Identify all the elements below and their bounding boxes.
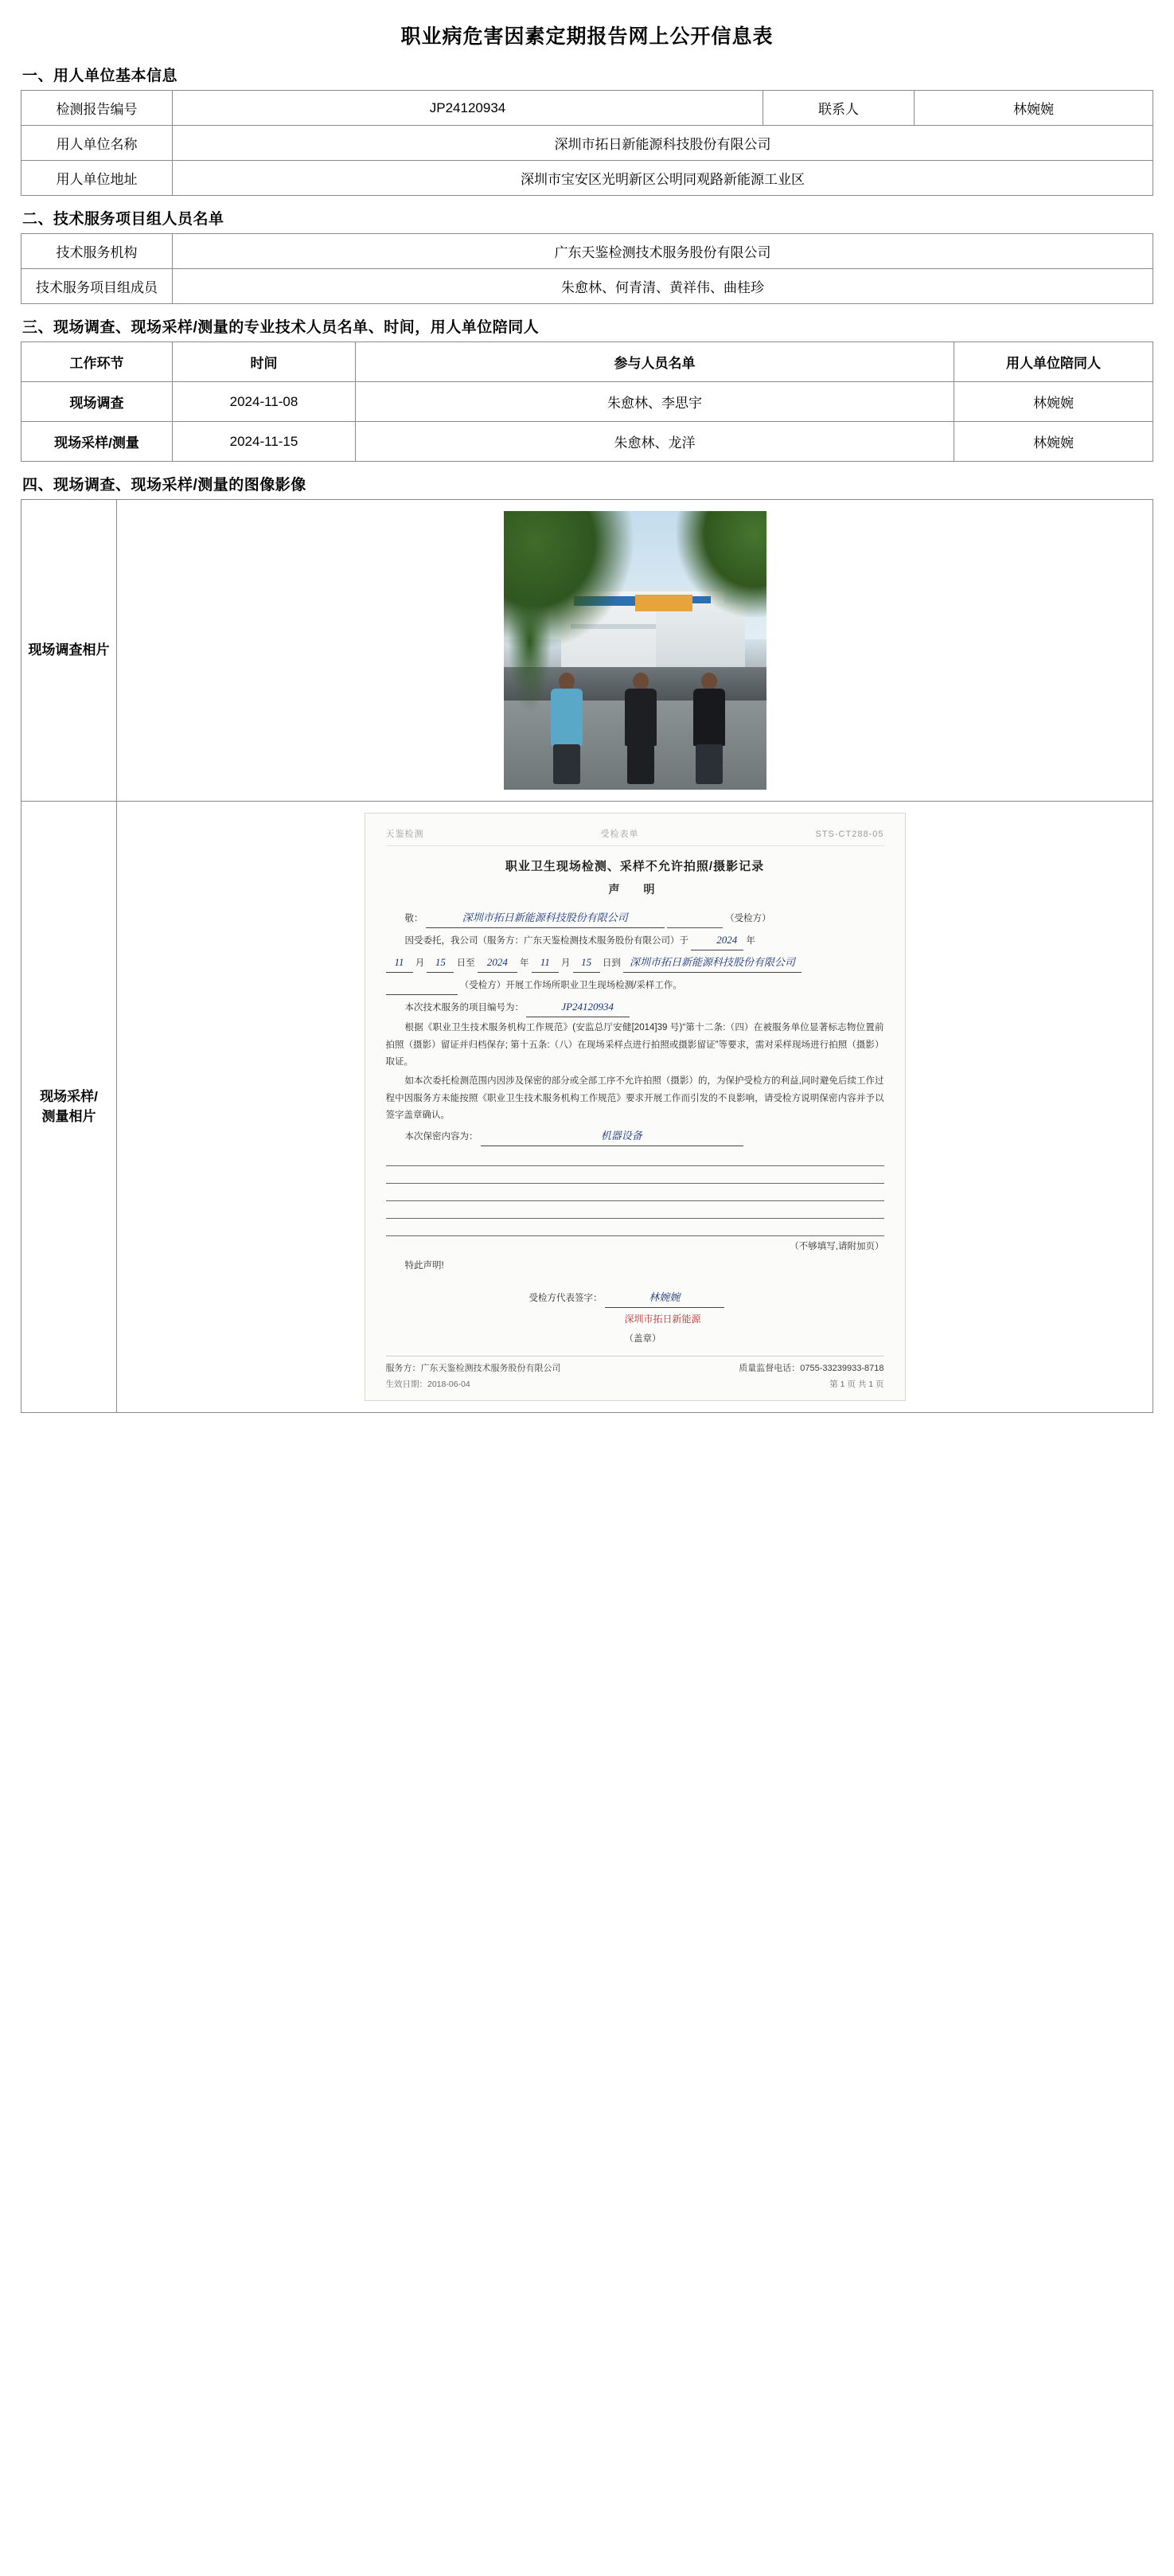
closing-statement: 特此声明! [404, 1261, 444, 1271]
table-row [21, 126, 1153, 161]
table-row [21, 91, 1153, 126]
form-header-right: STS-CT288-05 [815, 829, 884, 839]
section-3-heading: 三、现场调查、现场采样/测量的专业技术人员名单、时间，用人单位陪同人 [22, 319, 540, 336]
blank-line [386, 1184, 884, 1201]
form-title: 职业卫生现场检测、采样不允许拍照/摄影记录 [505, 860, 765, 874]
unit-month: 月 [415, 958, 425, 969]
para-2-text: 本次技术服务的项目编号为： [404, 1003, 524, 1013]
person-head [559, 673, 575, 690]
sampling-people: 朱愈林、龙洋 [356, 422, 954, 462]
form-footer [386, 1356, 884, 1376]
seal-line [386, 1310, 884, 1329]
person-center [619, 673, 662, 784]
person-body [693, 689, 725, 746]
unit-to: 日到 [602, 958, 621, 969]
blank-line [386, 1201, 884, 1219]
table-header-row [21, 342, 1153, 382]
form-subtitle: 声 明 [608, 883, 661, 896]
employer-address-label: 用人单位地址 [21, 161, 173, 196]
end-day-handwritten: 15 [573, 953, 600, 973]
receiver-note: （受检方） [725, 913, 771, 923]
col-people: 参与人员名单 [356, 342, 954, 382]
sampling-photo-cell [117, 802, 1153, 1413]
company-handwritten: 深圳市拓日新能源科技股份有限公司 [426, 908, 665, 928]
survey-people: 朱愈林、李思宇 [356, 382, 954, 422]
para-1b [386, 975, 884, 995]
person-body [625, 689, 657, 746]
survey-photo-cell [117, 500, 1153, 802]
section-4-heading: 四、现场调查、现场采样/测量的图像影像 [22, 477, 306, 494]
note-hint: （不够填写,请附加页） [790, 1242, 884, 1252]
col-time: 时间 [173, 342, 356, 382]
para-1b-text: （受检方）开展工作场所职业卫生现场检测/采样工作。 [459, 981, 682, 991]
para-1a-text: 因受委托，我公司（服务方：广东天鉴检测技术服务股份有限公司）于 [404, 936, 688, 946]
footer-page-number: 第 1 页 共 1 页 [829, 1379, 884, 1389]
scanned-declaration-form [365, 813, 906, 1401]
contact-value: 林婉婉 [915, 91, 1153, 126]
para-1a [386, 931, 884, 950]
section-3-table [21, 342, 1153, 462]
signature-label: 受检方代表签字： [528, 1293, 603, 1303]
table-row [21, 269, 1153, 304]
table-row [21, 161, 1153, 196]
secret-content-label: 本次保密内容为： [404, 1132, 478, 1142]
blank-line [386, 1149, 884, 1166]
person-body [551, 689, 583, 746]
seal-handwritten: 深圳市拓日新能源 [624, 1313, 701, 1325]
employer-name-value: 深圳市拓日新能源科技股份有限公司 [173, 126, 1153, 161]
sampling-photo-label: 现场采样/ 测量相片 [21, 802, 117, 1413]
sampling-date: 2024-11-15 [173, 422, 356, 462]
person-right [688, 673, 731, 784]
person-legs [696, 744, 723, 784]
table-row [21, 382, 1153, 422]
signature-handwritten: 林婉婉 [605, 1288, 724, 1308]
project-members-label: 技术服务项目组成员 [21, 269, 173, 304]
form-header [386, 826, 884, 846]
footer-quality-phone: 质量监督电话：0755-33239933-8718 [739, 1364, 884, 1374]
person-head [633, 673, 649, 690]
unit-year: 年 [746, 936, 755, 946]
project-members-value: 朱愈林、何青清、黄祥伟、曲桂珍 [173, 269, 1153, 304]
col-escort: 用人单位陪同人 [954, 342, 1153, 382]
footer-effective-date: 生效日期：2018-06-04 [385, 1379, 470, 1389]
blank-line [386, 1219, 884, 1236]
survey-escort: 林婉婉 [954, 382, 1153, 422]
section-2-table [21, 233, 1153, 304]
end-year-handwritten: 2024 [478, 953, 517, 973]
blank-writing-lines [386, 1149, 884, 1236]
table-row [21, 500, 1153, 802]
report-number-label: 检测报告编号 [21, 91, 173, 126]
unit-day: 日至 [456, 958, 475, 969]
end-month-handwritten: 11 [532, 953, 559, 973]
site-handwritten: 深圳市拓日新能源科技股份有限公司 [623, 953, 802, 973]
person-legs [627, 744, 654, 784]
report-number-value: JP24120934 [173, 91, 763, 126]
contact-label: 联系人 [763, 91, 915, 126]
stage-sampling: 现场采样/测量 [21, 422, 173, 462]
form-header-left: 天鉴检测 [385, 829, 424, 839]
footer-service-provider: 服务方：广东天鉴检测技术服务股份有限公司 [385, 1364, 561, 1374]
salutation-line [386, 908, 884, 928]
section-4-table [21, 499, 1153, 1413]
table-row [21, 802, 1153, 1413]
tree-foliage [509, 595, 551, 712]
table-row [21, 422, 1153, 462]
secret-content-line [386, 1126, 884, 1146]
secret-content-handwritten: 机器设备 [481, 1126, 743, 1146]
survey-date: 2024-11-08 [173, 382, 356, 422]
service-org-value: 广东天鉴检测技术服务股份有限公司 [173, 234, 1153, 269]
section-1-heading: 一、用人单位基本信息 [22, 68, 178, 84]
col-stage: 工作环节 [21, 342, 173, 382]
stage-survey: 现场调查 [21, 382, 173, 422]
start-day-handwritten: 15 [427, 953, 454, 973]
person-left [545, 673, 588, 784]
person-legs [553, 744, 580, 784]
employer-address-value: 深圳市宝安区光明新区公明同观路新能源工业区 [173, 161, 1153, 196]
para-4: 如本次委托检测范围内因涉及保密的部分或全部工序不允许拍照（摄影）的，为保护受检方的利益,同时避免后续工作过程中因服务方未能按照《职业卫生技术服务机构工作规范》要求开展工作而引发的不良影响，请受检方说明保密内容并予以签字盖章确认。 [385, 1076, 884, 1120]
para-3: 根据《职业卫生技术服务机构工作规范》(安监总厅安健[2014]39 号)“第十二条:（四）在被服务单位显著标志物位置前拍照（摄影）留证并归档保存; 第十五条:（八）在现场采样点进行拍照或摄影留证”等要求，需对采样现场进行拍照（摄影）取证。 [385, 1023, 884, 1067]
form-footer-secondary [386, 1377, 884, 1392]
unit-month-2: 月 [560, 958, 571, 969]
start-year-handwritten: 2024 [691, 931, 743, 950]
person-head [701, 673, 717, 690]
signature-line [386, 1288, 884, 1308]
para-2 [386, 997, 884, 1017]
page-title: 职业病危害因素定期报告网上公开信息表 [400, 25, 774, 48]
sampling-escort: 林婉婉 [954, 422, 1153, 462]
para-1-date-line [386, 953, 884, 973]
section-2-heading: 二、技术服务项目组人员名单 [22, 211, 224, 228]
section-1-table [21, 90, 1153, 196]
site-survey-photo [504, 511, 766, 790]
table-row [21, 234, 1153, 269]
unit-year-2: 年 [520, 958, 529, 969]
service-org-label: 技术服务机构 [21, 234, 173, 269]
project-no-handwritten: JP24120934 [526, 997, 630, 1017]
form-header-mid: 受检表单 [600, 829, 639, 839]
salutation-label: 敬： [404, 913, 423, 923]
seal-note-line: （盖章） [624, 1333, 661, 1344]
start-month-handwritten: 11 [386, 953, 413, 973]
blank-line [386, 1166, 884, 1184]
palm-tree-right-icon [677, 511, 766, 617]
survey-photo-label: 现场调查相片 [21, 500, 117, 802]
employer-name-label: 用人单位名称 [21, 126, 173, 161]
